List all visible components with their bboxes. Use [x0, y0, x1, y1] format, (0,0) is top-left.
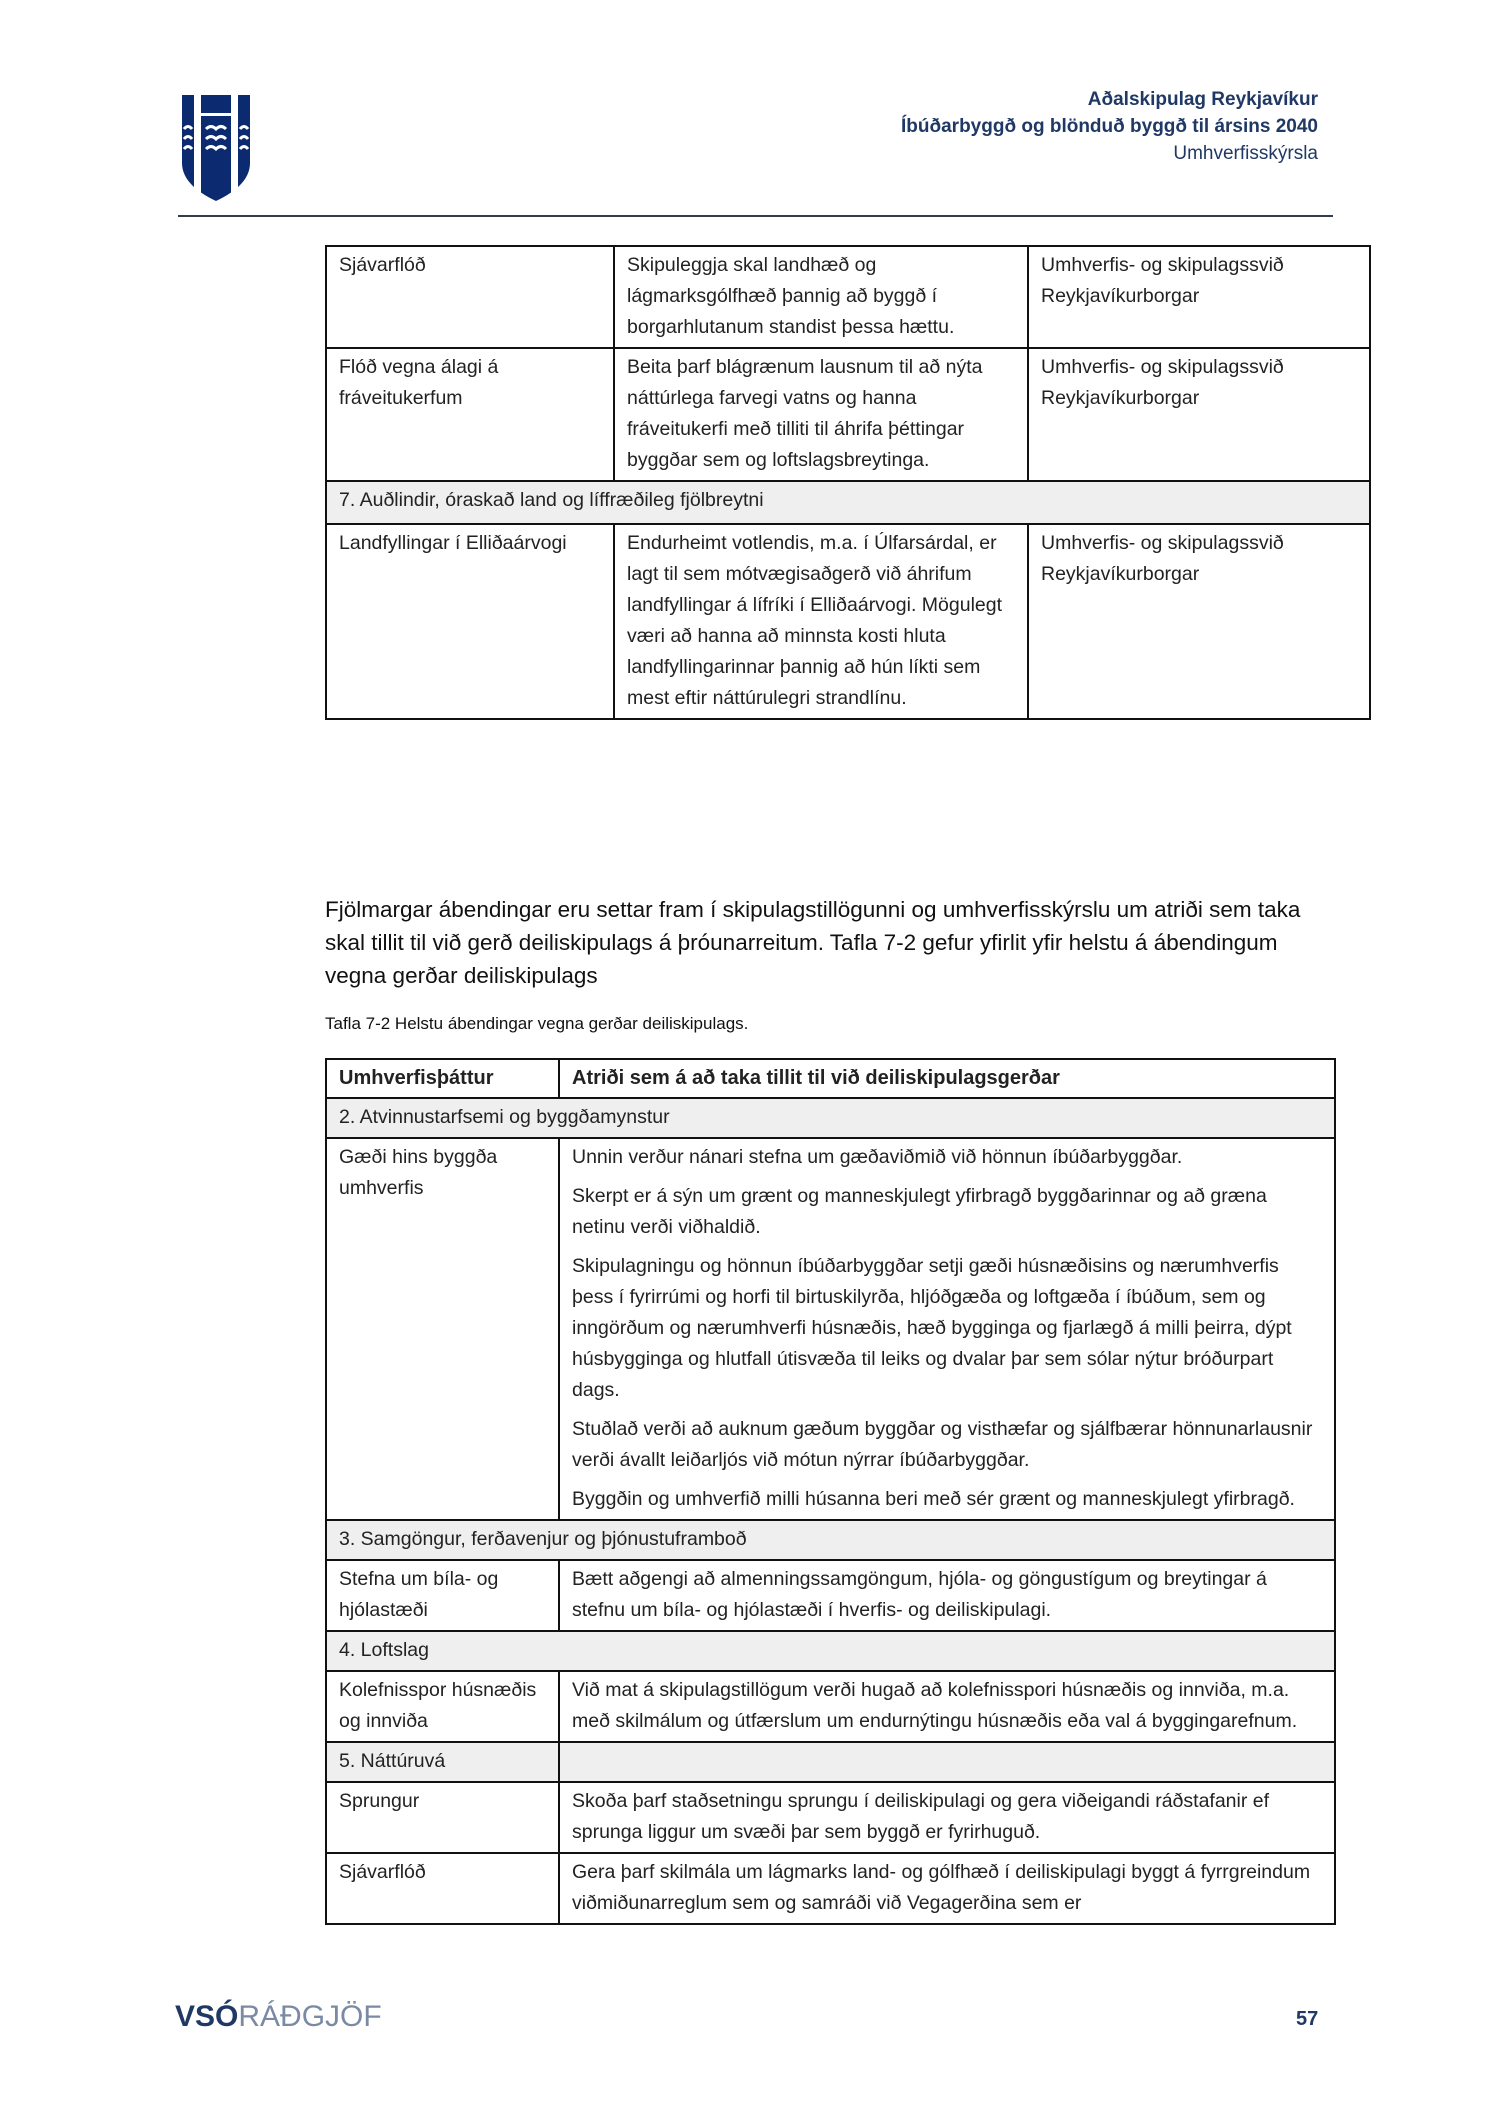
header-cell: Umhverfisþáttur: [326, 1059, 559, 1098]
recommendation-text: Bætt aðgengi að almenningssamgöngum, hjóla- og göngustígum og breytingar á stefnu um bíla- og hjólastæði í hverfis- og deiliskipulagi.: [572, 1568, 1267, 1621]
vso-logo: [175, 2000, 382, 2034]
table-cell: Skipuleggja skal landhæð og lágmarksgólfhæð þannig að byggð í borgarhlutanum standist þessa hættu.: [614, 246, 1028, 348]
table-row: [326, 1138, 1335, 1520]
table-cell: Sjávarflóð: [326, 246, 614, 348]
section-label: 5. Náttúruvá: [326, 1742, 559, 1782]
table-row: [326, 1853, 1335, 1924]
table-caption: Tafla 7-2 Helstu ábendingar vegna gerðar deiliskipulags.: [325, 1014, 749, 1033]
table-cell: [559, 1138, 1335, 1520]
table-cell: Landfyllingar í Elliðaárvogi: [326, 524, 614, 719]
header-subtitle: Íbúðarbyggð og blönduð byggð til ársins 2040: [901, 116, 1318, 137]
table-cell: [559, 1853, 1335, 1924]
section-row: [326, 1520, 1335, 1560]
section-label: 7. Auðlindir, óraskað land og líffræðileg fjölbreytni: [326, 481, 1370, 524]
table-cell: Kolefnisspor húsnæðis og innviða: [326, 1671, 559, 1742]
header-divider: [178, 215, 1333, 217]
section-row: [326, 481, 1370, 524]
reykjavik-coat-of-arms-icon: [180, 93, 252, 203]
table-cell: Stefna um bíla- og hjólastæði: [326, 1560, 559, 1631]
table-cell: Umhverfis- og skipulagssvið Reykjavíkurborgar: [1028, 246, 1370, 348]
table-row: [326, 348, 1370, 481]
table-cell: Beita þarf blágrænum lausnum til að nýta náttúrlega farvegi vatns og hanna fráveitukerfi með tilliti til áhrifa þéttingar byggðar sem og loftslagsbreytinga.: [614, 348, 1028, 481]
brand-bold: VSÓ: [175, 2000, 239, 2033]
table-row: [326, 1560, 1335, 1631]
section-label: 3. Samgöngur, ferðavenjur og þjónustuframboð: [326, 1520, 1335, 1560]
header-cell: Atriði sem á að taka tillit til við deiliskipulagsgerðar: [559, 1059, 1335, 1098]
recommendation-text: Byggðin og umhverfið milli húsanna beri með sér grænt og manneskjulegt yfirbragð.: [572, 1488, 1295, 1510]
table-cell: Endurheimt votlendis, m.a. í Úlfarsárdal, er lagt til sem mótvægisaðgerð við áhrifum landfyllingar á lífríki í Elliðaárvogi. Mögulegt væri að hanna að minnsta kosti hluta landfyllingarinnar þannig að hún líkti sem mest eftir náttúrulegri strandlínu.: [614, 524, 1028, 719]
table-header-row: [326, 1059, 1335, 1098]
table-cell: Sjávarflóð: [326, 1853, 559, 1924]
table-row: [326, 524, 1370, 719]
table-row: [326, 1671, 1335, 1742]
empty-cell: [559, 1742, 1335, 1782]
table-cell: [559, 1782, 1335, 1853]
table-cell: Umhverfis- og skipulagssvið Reykjavíkurborgar: [1028, 524, 1370, 719]
table-cell: Gæði hins byggða umhverfis: [326, 1138, 559, 1520]
recommendation-text: Skoða þarf staðsetningu sprungu í deiliskipulagi og gera viðeigandi ráðstafanir ef sprunga liggur um svæði þar sem byggð er fyrirhuguð.: [572, 1790, 1270, 1843]
section-label: 2. Atvinnustarfsemi og byggðamynstur: [326, 1098, 1335, 1138]
table-cell: Sprungur: [326, 1782, 559, 1853]
recommendations-table: [325, 1058, 1336, 1925]
recommendation-text: Unnin verður nánari stefna um gæðaviðmið við hönnun íbúðarbyggðar.: [572, 1146, 1183, 1168]
page-number: 57: [1296, 2008, 1319, 2030]
recommendation-text: Stuðlað verði að auknum gæðum byggðar og visthæfar og sjálfbærar hönnunarlausnir verði ávallt leiðarljós við mótun nýrrar íbúðarbyggðar.: [572, 1418, 1313, 1471]
table-cell: [559, 1560, 1335, 1631]
table-cell: Umhverfis- og skipulagssvið Reykjavíkurborgar: [1028, 348, 1370, 481]
table-cell: Flóð vegna álagi á fráveitukerfum: [326, 348, 614, 481]
document-header: [901, 86, 1318, 167]
table-row: [326, 246, 1370, 348]
table-cell: [559, 1671, 1335, 1742]
section-row: [326, 1631, 1335, 1671]
recommendation-text: Gera þarf skilmála um lágmarks land- og gólfhæð í deiliskipulagi byggt á fyrrgreindum viðmiðunarreglum sem og samráði við Vegagerðina sem er: [572, 1861, 1311, 1914]
section-row: [326, 1098, 1335, 1138]
table-row: [326, 1782, 1335, 1853]
header-doc-type: Umhverfisskýrsla: [1173, 143, 1318, 164]
recommendation-text: Skipulagningu og hönnun íbúðarbyggðar setji gæði húsnæðisins og nærumhverfis þess í fyrirrúmi og horfi til birtuskilyrða, hljóðgæða og loftgæða í íbúðum, sem og inngörðum og nærumhverfi húsnæðis, hæð bygginga og fjarlægð á milli þeirra, dýpt húsbygginga og hlutfall útisvæða til leiks og dvalar þar sem sólar nýtur bróðurpart dags.: [572, 1255, 1292, 1401]
header-title: Aðalskipulag Reykjavíkur: [1087, 89, 1318, 110]
recommendation-text: Við mat á skipulagstillögum verði hugað að kolefnisspori húsnæðis og innviða, m.a. með skilmálum og útfærslum um endurnýtingu húsnæðis eða val á byggingarefnum.: [572, 1679, 1298, 1732]
mitigation-table: [325, 245, 1371, 720]
body-paragraph: Fjölmargar ábendingar eru settar fram í skipulagstillögunni og umhverfisskýrslu um atriði sem taka skal tillit til við gerð deiliskipulags á þróunarreitum. Tafla 7-2 gefur yfirlit yfir helstu á ábendingum vegna gerðar deiliskipulags: [325, 897, 1301, 988]
brand-light: RÁÐGJÖF: [238, 2000, 382, 2033]
recommendation-text: Skerpt er á sýn um grænt og manneskjulegt yfirbragð byggðarinnar og að græna netinu verði viðhaldið.: [572, 1185, 1267, 1238]
section-row: [326, 1742, 1335, 1782]
section-label: 4. Loftslag: [326, 1631, 1335, 1671]
